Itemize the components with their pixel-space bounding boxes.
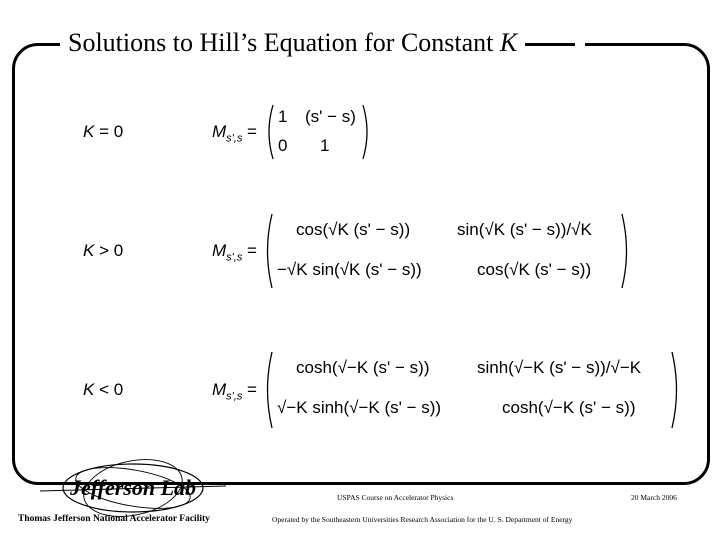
matrix-subscript: s',s xyxy=(226,132,243,145)
matrix-subscript: s',s xyxy=(226,390,243,403)
matrix-cell-11: cos(√K (s' − s)) xyxy=(296,220,411,239)
matrix-symbol: M xyxy=(212,241,227,260)
matrix-cell-11: 1 xyxy=(278,107,288,126)
title-line-gap xyxy=(575,34,585,54)
slide-title xyxy=(60,24,525,62)
case-var: K xyxy=(83,380,95,399)
matrix-cell-22: 1 xyxy=(320,136,330,155)
course-name: USPAS Course on Accelerator Physics xyxy=(337,493,454,502)
case-var: K xyxy=(83,241,95,260)
case-rel: = 0 xyxy=(94,122,124,141)
matrix-cell-21: −√K sin(√K (s' − s)) xyxy=(277,260,422,279)
title-text: Solutions to Hill’s Equation for Constant xyxy=(68,28,500,57)
case-var: K xyxy=(83,122,95,141)
case-label-k-negative xyxy=(83,380,123,400)
matrix-cell-21: √−K sinh(√−K (s' − s)) xyxy=(277,398,442,417)
matrix-lhs-k-negative: $M_{s',s}$ = xyxy=(212,380,257,403)
matrix-lhs-k-zero: $M_{s',s}$ = xyxy=(212,122,257,145)
jefferson-lab-logo xyxy=(38,458,228,518)
matrix-symbol: M xyxy=(212,380,227,399)
matrix-cell-22: cos(√K (s' − s)) xyxy=(477,260,592,279)
title-variable: K xyxy=(499,28,518,57)
matrix-cell-22: cosh(√−K (s' − s)) xyxy=(502,398,636,417)
matrix-symbol: M xyxy=(212,122,227,141)
matrix-cell-21: 0 xyxy=(278,136,288,155)
operated-by: Operated by the Southeastern Universities Research Association for the U. S. Department of Energy xyxy=(272,515,573,524)
logo-text: Jefferson Lab xyxy=(69,475,197,500)
footer-date: 20 March 2006 xyxy=(631,493,677,502)
matrix-cell-12: sinh(√−K (s' − s))/√−K xyxy=(477,358,642,377)
matrix-cell-12: (s' − s) xyxy=(305,107,356,126)
case-rel: < 0 xyxy=(94,380,124,399)
matrix-subscript: s',s xyxy=(226,251,243,264)
case-rel: > 0 xyxy=(94,241,124,260)
matrix-cell-12: sin(√K (s' − s))/√K xyxy=(457,220,592,239)
case-label-k-zero xyxy=(83,122,123,142)
case-label-k-positive xyxy=(83,241,123,261)
matrix-cell-11: cosh(√−K (s' − s)) xyxy=(296,358,430,377)
lab-name: Thomas Jefferson National Accelerator Facility xyxy=(18,514,210,524)
matrix-lhs-k-positive: $M_{s',s}$ = xyxy=(212,241,257,264)
